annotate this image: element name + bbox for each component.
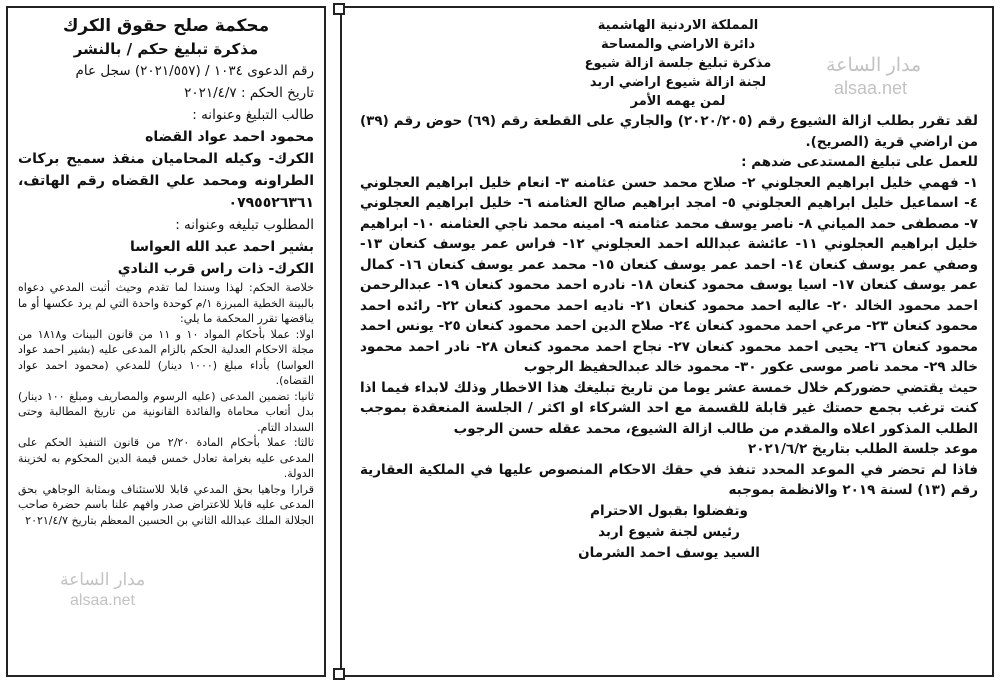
intro-paragraph: لقد تقرر بطلب ازالة الشيوع رقم (٢٠٢٠/٢٠٥) والجاري على القطعة رقم (٦٩) حوض رقم (٣٩) من اراضي قرية (الصريح). [360,113,978,150]
notice-subtitle: مذكرة تبليغ حكم / بالنشر [73,40,259,58]
watermark-brand-url: alsaa.net [70,592,135,609]
committee-line: لجنة ازالة شيوع اراضي اربد [589,75,767,90]
frame-corner [333,3,345,15]
kingdom-line: المملكة الاردنية الهاشمية [597,18,759,33]
requester-heading: طالب التبليغ وعنوانه : [192,107,314,123]
regards-line: وتفضلوا بقبول الاحترام [590,502,748,519]
judgment-first-clause: اولا: عملا بأحكام المواد ١٠ و ١١ من قانون البينات و١٨١٨ من مجلة الاحكام العدلية الحكم بالزام المدعى عليه (بشير احمد عواد العواسا) بأداء مبلغ (١٠٠٠ دينار) للمدعي (محمود احمد عواد القضاه). [18,327,314,387]
court-title: محكمة صلح حقوق الكرك [62,16,270,36]
judgment-date: تاريخ الحكم : ٢٠٢١/٤/٧ [184,85,314,101]
department-line: دائرة الاراضي والمساحة [600,37,756,52]
watermark-brand-arabic: مدار الساعة [826,55,922,76]
signature-name: السيد يوسف احمد الشرمان [578,544,760,561]
case-number: رقم الدعوى ١٠٣٤ / (٢٠٢١/٥٥٧) سجل عام [75,63,314,79]
session-date: موعد جلسة الطلب بتاريخ ٢٠٢١/٦/٢ [748,441,978,457]
signature-title: رئيس لجنة شيوع اربد [598,523,740,540]
watermark-brand-url: alsaa.net [834,78,908,98]
requester-name: محمود احمد عواد القضاه [145,129,314,145]
requester-address: الكرك- وكيله المحاميان منقذ سميح بركات الطراونه ومحمد علي القضاه رقم الهاتف، ٠٧٩٥٥٢٦٣٦١ [18,151,314,211]
court-notice-panel [6,6,326,677]
judgment-summary: خلاصة الحكم: لهذا وسندا لما تقدم وحيث أثبت المدعي دعواه بالبينة الخطية المبرزة ١/م كوحدة واحدة التي لم يرد عكسها أو ما يناقضها تقرر المحكمة ما يلي: [18,281,314,325]
respondent-heading: المطلوب تبليغه وعنوانه : [175,217,314,233]
letter-header [553,16,803,111]
respondent-address: الكرك- ذات راس قرب النادي [117,261,314,277]
to-whom-line: لمن يهمه الأمر [630,94,726,109]
notice-heading: للعمل على تبليغ المستدعى ضدهم : [741,154,978,170]
judgment-closing: قرارا وجاهيا بحق المدعي قابلا للاستئناف وبمثابة الوجاهي بحق المدعى عليه قابلا للاعتراض صدر وافهم علنا باسم حضرة صاحب الجلالة الملك عبدالله الثاني بن الحسين المعظم بتاريخ ٢٠٢١/٤/٧ [18,482,314,527]
respondents-list: ١- فهمي خليل ابراهيم العجلوني ٢- صلاح محمد حسن عثامنه ٣- انعام خليل ابراهيم العجلوني ٤- اسماعيل خليل ابراهيم العجلوني ٥- امجد ابراهيم صالح العثامنه ٦- خليل ابراهيم العجلوني ٧- مصطفى حمد المياني ٨- ناصر يوسف محمد عثامنه ٩- امينه محمد ناجي العثامنه ١٠- ابراهيم خليل ابراهيم العجلوني ١١- عائشة عبدالله احمد العجلوني ١٢- فراس عمر يوسف كنعان ١٣- وصفي عمر يوسف كنعان ١٤- احمد عمر يوسف كنعان ١٥- محمد عمر يوسف كنعان ١٦- كمال عمر يوسف كنعان ١٧- اسيا يوسف محمود كنعان ١٨- نادره احمد محمود كنعان ١٩- عبدالرحمن احمد محمود الخالد ٢٠- عاليه احمد محمود كنعان ٢١- ناديه احمد محمود كنعان ٢٢- رائده احمد محمود كنعان ٢٣- مرعي احمد محمود كنعان ٢٤- صلاح الدين احمد محمود كنعان ٢٥- يونس احمد محمود كنعان ٢٦- يحيى احمد محمود كنعان ٢٧- نجاح احمد محمود كنعان ٢٨- نادر احمد محمود خالد ٢٩- محمد ناصر موسى عكور ٣٠- محمود خالد عبدالحفيظ الرجوب [360,174,979,375]
warning-paragraph: فاذا لم تحضر في الموعد المحدد تنفذ في حقك الاحكام المنصوص عليها في الملكية العقارية رقم (١٣) لسنة ٢٠١٩ والانظمة بموجبه [360,461,978,498]
frame-corner [333,668,345,680]
body-paragraph: حيث يقتضي حضوركم خلال خمسة عشر يوما من تاريخ تبليغك هذا الاخطار وذلك لابداء فيما اذا كنت ترغب بجمع حصتك غير قابلة للقسمة مع احد الشركاء او اكثر / الجلسة المنعقدة بموجب الطلب المذكور اعلاه والمقدم من طالب ازالة الشيوع، محمد عقله حسن الرجوب [360,379,978,437]
land-department-notice-panel [340,6,994,677]
memo-title-line: مذكرة تبليغ جلسة ازالة شيوع [584,56,772,71]
judgment-second-clause: ثانيا: تضمين المدعى (عليه الرسوم والمصاريف ومبلغ ١٠٠ دينار) بدل أتعاب محاماة والفائدة القانونية من تاريخ المطالبة وحتى السداد التام. [18,389,314,434]
watermark-brand-arabic: مدار الساعة [60,570,146,589]
respondent-name: بشير احمد عبد الله العواسا [130,239,314,255]
judgment-third-clause: ثالثا: عملا بأحكام المادة ٢/٢٠ من قانون التنفيذ الحكم على المدعى عليه بغرامة تعادل خمس قيمة الدين المحكوم به لخزينة الدولة. [18,436,314,480]
